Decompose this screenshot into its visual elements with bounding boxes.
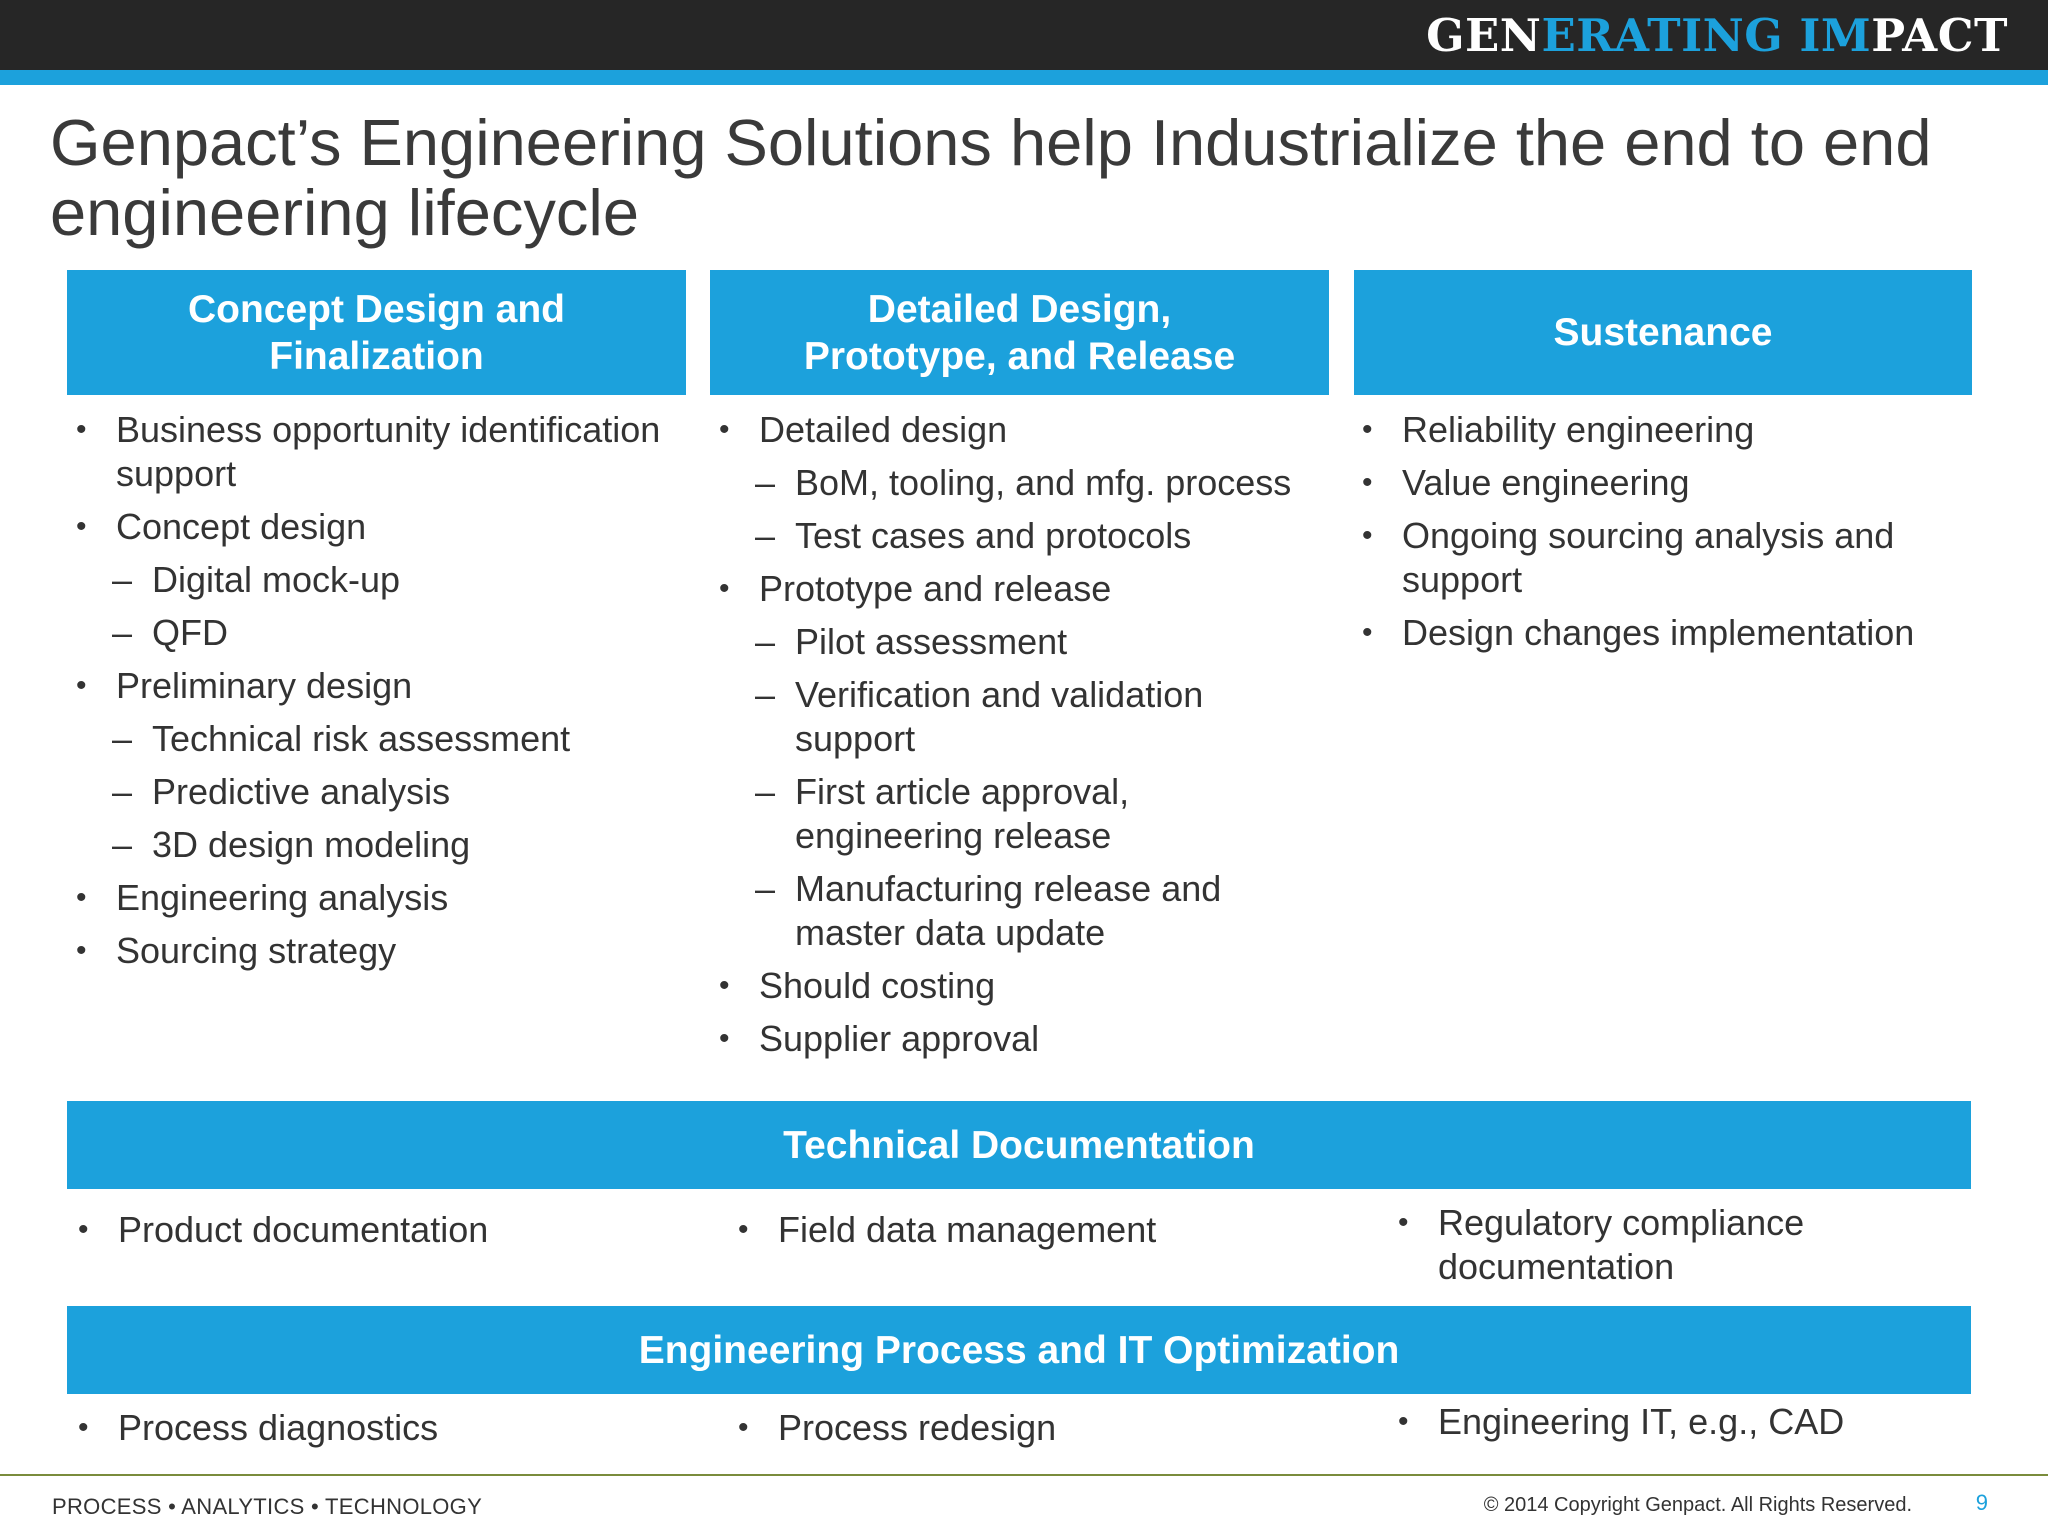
sub-list-item [68, 823, 678, 867]
list-item-text: First article approval, engineering release [795, 771, 1130, 856]
eng-process-item-text: Process diagnostics [118, 1407, 439, 1448]
dash-icon: – [112, 612, 133, 653]
sub-list-item [68, 558, 678, 602]
list-item-text: Design changes implementation [1402, 612, 1915, 653]
eng-process-item-text: Engineering IT, e.g., CAD [1438, 1401, 1845, 1442]
column-header-concept-label: Concept Design and Finalization [187, 287, 566, 378]
top-accent-bar [0, 70, 2048, 85]
bullet-icon: • [1362, 616, 1373, 649]
bullet-icon: • [719, 1022, 730, 1055]
list-item [68, 505, 678, 549]
eng-process-item [70, 1406, 678, 1450]
footer-tagline: PROCESS • ANALYTICS • TECHNOLOGY [52, 1494, 483, 1519]
list-item [711, 567, 1326, 611]
bullet-icon: • [1362, 466, 1373, 499]
bullet-icon: • [76, 510, 87, 543]
sub-list-item [711, 770, 1326, 858]
list-item [68, 929, 678, 973]
bullet-icon: • [738, 1411, 749, 1444]
dash-icon: – [755, 674, 776, 715]
column-header-sustenance-label: Sustenance [1553, 311, 1773, 354]
list-item-text: Reliability engineering [1402, 409, 1755, 450]
tech-doc-item-text: Regulatory compliance documentation [1438, 1202, 1805, 1287]
bullet-icon: • [76, 413, 87, 446]
eng-process-item [730, 1406, 1338, 1450]
list-item-text: Supplier approval [759, 1018, 1040, 1059]
bullet-icon: • [78, 1213, 89, 1246]
list-item-text: Pilot assessment [795, 621, 1068, 662]
list-item [711, 1017, 1326, 1061]
tech-doc-header [67, 1101, 1971, 1189]
dash-icon: – [755, 462, 776, 503]
tech-doc-item-text: Product documentation [118, 1209, 489, 1250]
list-item-text: Digital mock-up [152, 559, 401, 600]
column-list-concept [68, 408, 678, 982]
dash-icon: – [755, 868, 776, 909]
bullet-icon: • [1362, 519, 1373, 552]
list-item-text: QFD [152, 612, 228, 653]
list-item-text: Sourcing strategy [116, 930, 397, 971]
bullet-icon: • [78, 1411, 89, 1444]
list-item-text: Should costing [759, 965, 996, 1006]
list-item-text: Predictive analysis [152, 771, 451, 812]
eng-process-item-text: Process redesign [778, 1407, 1057, 1448]
dash-icon: – [755, 515, 776, 556]
slide-title: Genpact’s Engineering Solutions help Industrialize the end to end engineering lifecycle [50, 106, 1932, 249]
list-item [68, 664, 678, 708]
bullet-icon: • [1398, 1405, 1409, 1438]
footer-copyright: © 2014 Copyright Genpact. All Rights Reserved. [1483, 1494, 1912, 1516]
list-item-text: Ongoing sourcing analysis and support [1402, 515, 1895, 600]
brand-logo [1426, 8, 2008, 64]
column-header-sustenance [1354, 270, 1972, 395]
sub-list-item [711, 620, 1326, 664]
sub-list-item [68, 611, 678, 655]
eng-process-header-label: Engineering Process and IT Optimization [638, 1328, 1400, 1372]
column-header-detailed [710, 270, 1329, 395]
tech-doc-item [70, 1208, 678, 1252]
tech-doc-item [1390, 1201, 1878, 1289]
list-item [68, 408, 678, 496]
list-item-text: Preliminary design [116, 665, 413, 706]
column-list-detailed [711, 408, 1326, 1070]
list-item-text: Value engineering [1402, 462, 1690, 503]
eng-process-item [1390, 1400, 1998, 1444]
bullet-icon: • [76, 669, 87, 702]
sub-list-item [68, 717, 678, 761]
column-header-concept [67, 270, 686, 395]
list-item [1354, 514, 1964, 602]
list-item [1354, 461, 1964, 505]
brand-part-1: GEN [1426, 9, 1542, 62]
list-item [68, 876, 678, 920]
bullet-icon: • [1398, 1206, 1409, 1239]
column-header-detailed-label: Detailed Design, Prototype, and Release [803, 287, 1236, 378]
brand-part-2: ERATING IM [1541, 9, 1872, 62]
bullet-icon: • [719, 969, 730, 1002]
tech-doc-header-label: Technical Documentation [783, 1123, 1255, 1167]
tech-doc-item-text: Field data management [778, 1209, 1157, 1250]
list-item-text: BoM, tooling, and mfg. process [795, 462, 1292, 503]
dash-icon: – [112, 718, 133, 759]
list-item-text: 3D design modeling [152, 824, 471, 865]
page-number: 9 [1975, 1490, 1988, 1515]
bullet-icon: • [1362, 413, 1373, 446]
brand-part-3: PACT [1871, 9, 2008, 62]
bullet-icon: • [719, 572, 730, 605]
dash-icon: – [112, 771, 133, 812]
top-bar [0, 0, 2048, 70]
dash-icon: – [755, 771, 776, 812]
list-item-text: Verification and validation support [795, 674, 1204, 759]
list-item-text: Detailed design [759, 409, 1008, 450]
tech-doc-item [730, 1208, 1338, 1252]
sub-list-item [711, 514, 1326, 558]
list-item-text: Test cases and protocols [795, 515, 1192, 556]
footer-divider [0, 1474, 2048, 1476]
bullet-icon: • [76, 934, 87, 967]
sub-list-item [68, 770, 678, 814]
list-item-text: Technical risk assessment [152, 718, 571, 759]
list-item-text: Concept design [116, 506, 367, 547]
dash-icon: – [112, 824, 133, 865]
list-item-text: Prototype and release [759, 568, 1112, 609]
list-item [711, 964, 1326, 1008]
eng-process-header [67, 1306, 1971, 1394]
sub-list-item [711, 461, 1326, 505]
list-item-text: Business opportunity identification support [116, 409, 661, 494]
list-item [1354, 408, 1964, 452]
sub-list-item [711, 867, 1326, 955]
list-item-text: Engineering analysis [116, 877, 449, 918]
sub-list-item [711, 673, 1326, 761]
bullet-icon: • [738, 1213, 749, 1246]
list-item [711, 408, 1326, 452]
dash-icon: – [112, 559, 133, 600]
dash-icon: – [755, 621, 776, 662]
column-list-sustenance [1354, 408, 1964, 664]
bullet-icon: • [76, 881, 87, 914]
list-item [1354, 611, 1964, 655]
bullet-icon: • [719, 413, 730, 446]
list-item-text: Manufacturing release and master data update [795, 868, 1222, 953]
